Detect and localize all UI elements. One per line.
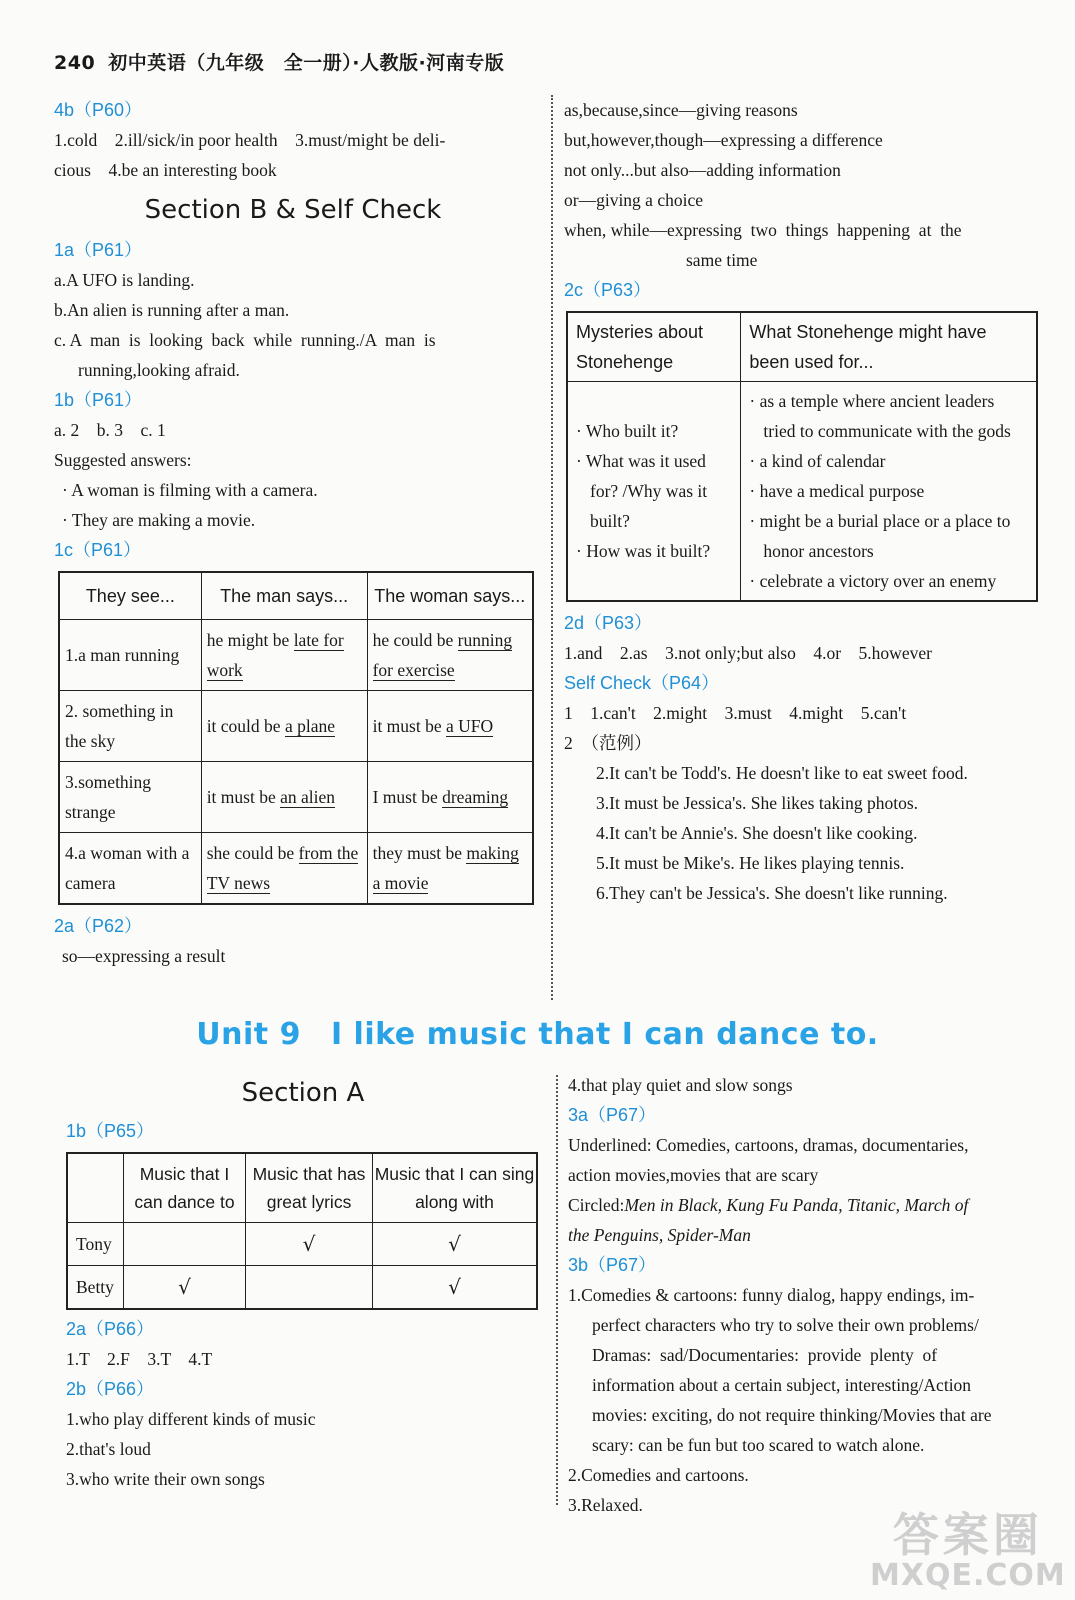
- answer-3b-line6: scary: can be fun but too scared to watch alone.: [592, 1435, 925, 1455]
- list-item: · as a temple where ancient leaders tried to communicate with the gods: [749, 391, 1011, 441]
- list-item: · a kind of calendar: [749, 451, 886, 471]
- table-1c-see-cell: 1.a man running: [59, 620, 201, 691]
- table-1c-woman-cell: [367, 691, 533, 762]
- column-divider-top: [551, 95, 553, 1000]
- tag-2a-unit9: 2a（P66）: [66, 1319, 155, 1339]
- suggested-answer-1: · A woman is filming with a camera.: [62, 480, 318, 500]
- answer-2b-line3: 3.who write their own songs: [66, 1469, 265, 1489]
- suggested-answers-label: Suggested answers:: [54, 450, 192, 470]
- watermark-line1: 答案圈: [892, 1508, 1043, 1562]
- list-item: · celebrate a victory over an enemy: [749, 571, 997, 591]
- answer-3b-line4: information about a certain subject, interesting/Action: [592, 1375, 972, 1395]
- conjunction-line4: or—giving a choice: [564, 190, 703, 210]
- table-2c-questions-cell: [567, 382, 741, 602]
- table-row: [59, 762, 533, 833]
- table-1b-check-cell: [246, 1266, 373, 1310]
- section-title-b: Section B & Self Check: [144, 195, 442, 225]
- woman-text: I must be: [372, 787, 443, 807]
- tag-1b: 1b（P61）: [54, 390, 143, 410]
- column-divider-bottom: [556, 1075, 558, 1505]
- table-1c-header-see: They see...: [59, 572, 201, 620]
- table-1c-see-cell: 2. something in the sky: [59, 691, 201, 762]
- table-1c-woman-cell: [367, 620, 533, 691]
- answer-2d: 1.and 2.as 3.not only;but also 4.or 5.however: [564, 643, 932, 663]
- right-bottom-column: [568, 1070, 1040, 1520]
- watermark-line2: MXQE.COM: [870, 1558, 1066, 1593]
- answer-3b-3: 3.Relaxed.: [568, 1495, 643, 1515]
- answer-4b-line2: cious 4.be an interesting book: [54, 160, 277, 180]
- table-1b-name-cell: Tony: [67, 1223, 123, 1266]
- table-1b-header-lyrics: Music that has great lyrics: [246, 1153, 373, 1223]
- answer-1b: a. 2 b. 3 c. 1: [54, 420, 166, 440]
- man-underlined: late for work: [206, 630, 344, 680]
- table-1b-check-cell: √: [372, 1223, 537, 1266]
- tag-2b-unit9: 2b（P66）: [66, 1379, 155, 1399]
- table-1c-woman-cell: [367, 833, 533, 905]
- table-2c-uses-cell: [741, 382, 1037, 602]
- tag-4b: 4b（P60）: [54, 100, 143, 120]
- table-1c-man-cell: [201, 833, 367, 905]
- right-top-column: [564, 95, 1036, 908]
- answer-2a: so—expressing a result: [62, 946, 226, 966]
- conjunction-line1: as,because,since—giving reasons: [564, 100, 798, 120]
- underlined-line2: action movies,movies that are scary: [568, 1165, 819, 1185]
- tag-self-check: Self Check（P64）: [564, 673, 720, 693]
- table-1b-name-cell: Betty: [67, 1266, 123, 1310]
- left-bottom-column: [66, 1068, 540, 1494]
- list-item: · Who built it?: [576, 421, 679, 441]
- answer-4b-line1: 1.cold 2.ill/sick/in poor health 3.must/might be deli-: [54, 130, 446, 150]
- list-item: · might be a burial place or a place to honor ancestors: [749, 511, 1011, 561]
- book-title: 初中英语（九年级 全一册）·人教版·河南专版: [108, 52, 505, 74]
- self-check-2-line1: 2.It can't be Todd's. He doesn't like to eat sweet food.: [596, 763, 968, 783]
- answer-3b-2: 2.Comedies and cartoons.: [568, 1465, 749, 1485]
- man-underlined: an alien: [280, 787, 335, 807]
- table-2c: [566, 311, 1038, 602]
- answer-1a-b: b.An alien is running after a man.: [54, 300, 290, 320]
- unit-title: [0, 1017, 1075, 1052]
- conjunction-line5: when, while—expressing two things happening at the: [564, 220, 962, 240]
- table-1b-header-dance: Music that I can dance to: [123, 1153, 245, 1223]
- table-1c-man-cell: [201, 762, 367, 833]
- man-text: it must be: [206, 787, 281, 807]
- table-1c-header-woman: The woman says...: [367, 572, 533, 620]
- table-1c-woman-cell: [367, 762, 533, 833]
- answer-1a-c2: running,looking afraid.: [78, 360, 240, 380]
- suggested-answer-2: · They are making a movie.: [62, 510, 256, 530]
- man-text: he might be: [206, 630, 294, 650]
- woman-underlined: dreaming: [442, 787, 509, 807]
- answer-1a-c1: c. A man is looking back while running./A man is: [54, 330, 436, 350]
- self-check-2: 2 （范例）: [564, 733, 652, 753]
- woman-text: he could be: [372, 630, 458, 650]
- tag-1a: 1a（P61）: [54, 240, 143, 260]
- list-item: · How was it built?: [576, 541, 711, 561]
- table-1c-man-cell: [201, 691, 367, 762]
- circled-line2: [568, 1220, 1040, 1250]
- tag-3a: 3a（P67）: [568, 1105, 657, 1125]
- table-1b: [66, 1152, 538, 1310]
- answer-2a-unit9: 1.T 2.F 3.T 4.T: [66, 1349, 213, 1369]
- answer-3b-line3: Dramas: sad/Documentaries: provide plenty of: [592, 1345, 938, 1365]
- man-underlined: a plane: [284, 716, 335, 736]
- table-row: [59, 620, 533, 691]
- page-number: 240: [54, 52, 96, 74]
- watermark-logo: [870, 1510, 1066, 1592]
- answer-2b-line2: 2.that's loud: [66, 1439, 151, 1459]
- tag-2c: 2c（P63）: [564, 280, 652, 300]
- tag-3b: 3b（P67）: [568, 1255, 657, 1275]
- list-item: · What was it used for? /Why was it built?: [576, 451, 708, 531]
- woman-underlined: making a movie: [372, 843, 519, 893]
- unit-heading: I like music that I can dance to.: [330, 1017, 879, 1052]
- table-2c-header-used-for: What Stonehenge might have been used for...: [741, 312, 1037, 382]
- table-1b-check-cell: [123, 1223, 245, 1266]
- circled-label: Circled:: [568, 1195, 625, 1215]
- woman-text: it must be: [372, 716, 446, 736]
- man-underlined: from the TV news: [206, 843, 359, 893]
- table-row: [67, 1223, 537, 1266]
- table-1c-see-cell: 3.something strange: [59, 762, 201, 833]
- circled-line1: [568, 1190, 1040, 1220]
- page-header: [54, 48, 504, 75]
- circled-titles-cont: the Penguins, Spider-Man: [568, 1225, 751, 1245]
- self-check-2-line3: 4.It can't be Annie's. She doesn't like cooking.: [596, 823, 918, 843]
- table-1b-check-cell: √: [372, 1266, 537, 1310]
- table-1b-header-blank: [67, 1153, 123, 1223]
- self-check-2-line4: 5.It must be Mike's. He likes playing tennis.: [596, 853, 905, 873]
- self-check-1: 1 1.can't 2.might 3.must 4.might 5.can't: [564, 703, 907, 723]
- tag-1c: 1c（P61）: [54, 540, 142, 560]
- woman-text: they must be: [372, 843, 467, 863]
- answer-1a-a: a.A UFO is landing.: [54, 270, 195, 290]
- answer-2b-line4: 4.that play quiet and slow songs: [568, 1075, 793, 1095]
- answer-3b-line5: movies: exciting, do not require thinking/Movies that are: [592, 1405, 992, 1425]
- left-top-column: [54, 95, 532, 971]
- conjunction-line2: but,however,though—expressing a difference: [564, 130, 883, 150]
- circled-titles: Men in Black, Kung Fu Panda, Titanic, March of: [624, 1195, 969, 1215]
- answer-3b-line2: perfect characters who try to solve their own problems/: [592, 1315, 979, 1335]
- self-check-2-line5: 6.They can't be Jessica's. She doesn't like running.: [596, 883, 948, 903]
- conjunction-line6: same time: [686, 250, 758, 270]
- table-row: [59, 833, 533, 905]
- table-1c-man-cell: [201, 620, 367, 691]
- table-1b-check-cell: √: [246, 1223, 373, 1266]
- woman-underlined: a UFO: [445, 716, 494, 736]
- table-1c-see-cell: 4.a woman with a camera: [59, 833, 201, 905]
- table-2c-header-mysteries: Mysteries about Stonehenge: [567, 312, 741, 382]
- table-1c: [58, 571, 534, 905]
- tag-1b-unit9: 1b（P65）: [66, 1121, 155, 1141]
- tag-2d: 2d（P63）: [564, 613, 653, 633]
- table-row: [59, 691, 533, 762]
- conjunction-line3: not only...but also—adding information: [564, 160, 841, 180]
- man-text: she could be: [206, 843, 299, 863]
- self-check-2-line2: 3.It must be Jessica's. She likes taking photos.: [596, 793, 919, 813]
- table-1c-header-man: The man says...: [201, 572, 367, 620]
- man-text: it could be: [206, 716, 285, 736]
- answer-2b-line1: 1.who play different kinds of music: [66, 1409, 316, 1429]
- list-item: · have a medical purpose: [749, 481, 925, 501]
- table-1b-header-sing: Music that I can sing along with: [372, 1153, 537, 1223]
- section-title-a: Section A: [241, 1078, 365, 1108]
- table-row: [67, 1266, 537, 1310]
- table-1b-check-cell: √: [123, 1266, 245, 1310]
- woman-underlined: running for exercise: [372, 630, 513, 680]
- underlined-line1: Underlined: Comedies, cartoons, dramas, documentaries,: [568, 1135, 969, 1155]
- unit-number: Unit 9: [196, 1017, 301, 1052]
- answer-3b-line1: 1.Comedies & cartoons: funny dialog, happy endings, im-: [568, 1285, 975, 1305]
- tag-2a: 2a（P62）: [54, 916, 143, 936]
- table-row: [567, 382, 1037, 602]
